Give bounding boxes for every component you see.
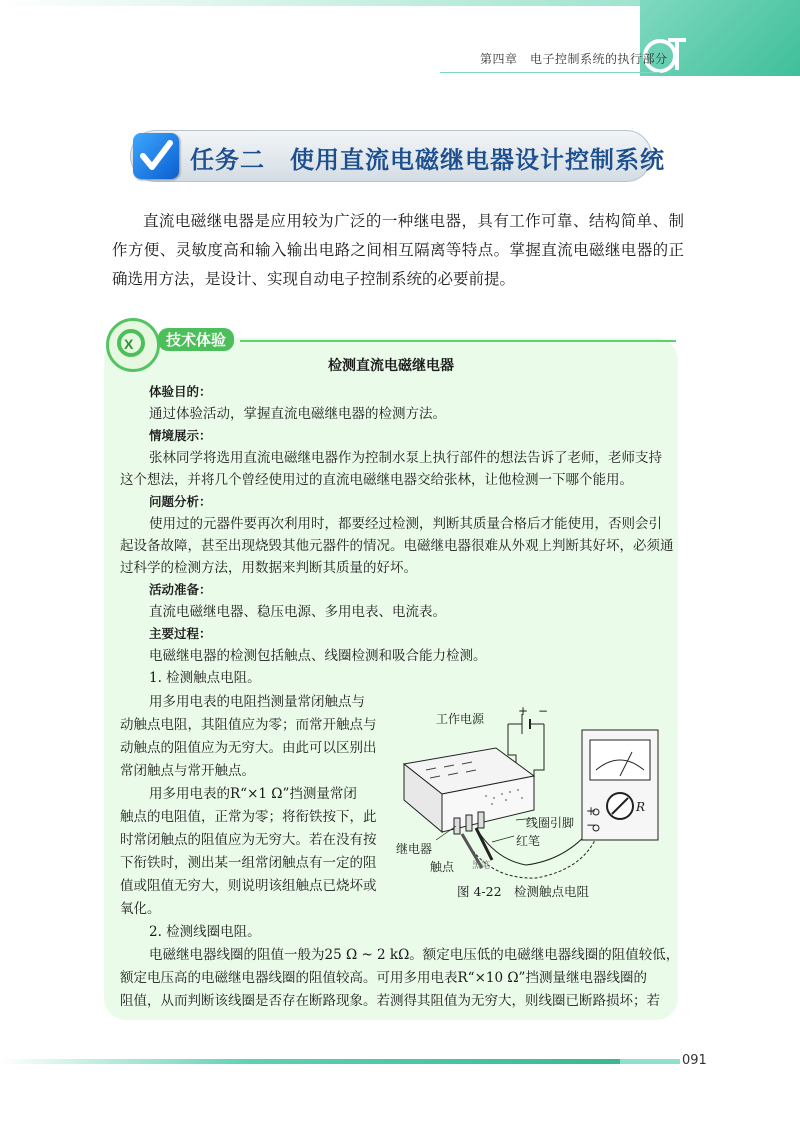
paragraph-line: 动触点电阻，其阻值应为零；而常开触点与 bbox=[120, 717, 377, 733]
paragraph-line: 阻值，从而判断该线圈是否存在断路现象。若测得其阻值为无穷大，则线圈已断路损坏；若 bbox=[120, 993, 660, 1009]
step-heading: 2. 检测线圈电阻。 bbox=[149, 924, 261, 940]
section-heading: 问题分析： bbox=[149, 494, 212, 509]
paragraph-line: 下衔铁时，测出某一组常闭触点有一定的阻 bbox=[120, 855, 377, 871]
experience-box-divider bbox=[240, 340, 676, 342]
plus-sign: + bbox=[518, 704, 529, 718]
experience-label: 技术体验 bbox=[158, 328, 234, 351]
paragraph-line: 电磁继电器线圈的阻值一般为25 Ω ~ 2 kΩ。额定电压低的电磁继电器线圈的阻值较低， bbox=[149, 947, 680, 963]
relay-label: 继电器 bbox=[396, 842, 433, 856]
coil-pin-label: 线圈引脚 bbox=[526, 816, 575, 830]
section-text: 过科学的检测方法，用数据来判断其质量的好坏。 bbox=[120, 560, 417, 576]
section-text: 使用过的元器件要再次利用时，都要经过检测，判断其质量合格后才能使用，否则会引 bbox=[149, 516, 662, 532]
paragraph-line: 氧化。 bbox=[120, 901, 161, 917]
paragraph-line: 动触点的阻值应为无穷大。由此可以区别出 bbox=[120, 740, 377, 756]
section-text: 电磁继电器的检测包括触点、线圈检测和吸合能力检测。 bbox=[149, 648, 487, 664]
figure-caption: 图 4-22 检测触点电阻 bbox=[457, 884, 590, 899]
red-probe-label: 红笔 bbox=[516, 834, 541, 848]
section-text: 通过体验活动，掌握直流电磁继电器的检测方法。 bbox=[149, 406, 446, 422]
black-probe-label: 黑笔 bbox=[472, 861, 491, 871]
section-text: 起设备故障，甚至出现烧毁其他元器件的情况。电磁继电器很难从外观上判断其好坏，必须通 bbox=[120, 538, 674, 554]
footer-decoration-bar bbox=[0, 1059, 620, 1064]
checkmark-icon bbox=[133, 133, 179, 179]
section-text: 直流电磁继电器、稳压电源、多用电表、电流表。 bbox=[149, 604, 446, 620]
page-number: 091 bbox=[682, 1053, 707, 1068]
paragraph-line: 触点的电阻值，正常为零；将衔铁按下，此 bbox=[120, 809, 377, 825]
footer-decoration-block bbox=[620, 1059, 680, 1064]
figure-relay-test bbox=[396, 700, 660, 890]
minus-sign: − bbox=[538, 704, 549, 718]
section-heading: 主要过程： bbox=[149, 626, 212, 641]
meter-plus: + bbox=[586, 804, 597, 818]
section-heading: 体验目的： bbox=[149, 384, 212, 399]
paragraph-line: 用多用电表的R“×1 Ω”挡测量常闭 bbox=[149, 786, 357, 802]
paragraph-line: 常闭触点与常开触点。 bbox=[120, 763, 255, 779]
meter-minus: − bbox=[586, 818, 597, 832]
power-source-label: 工作电源 bbox=[436, 712, 485, 726]
paragraph-line: 时常闭触点的阻值应为无穷大。若在没有按 bbox=[120, 832, 377, 848]
paragraph-line: 值或阻值无穷大，则说明该组触点已烧坏或 bbox=[120, 878, 377, 894]
experience-title: 检测直流电磁继电器 bbox=[328, 358, 454, 374]
step-heading: 1. 检测触点电阻。 bbox=[149, 670, 261, 686]
resistance-label: R bbox=[636, 800, 646, 814]
section-text: 张林同学将选用直流电磁继电器作为控制水泵上执行部件的想法告诉了老师，老师支持 bbox=[149, 450, 662, 466]
section-heading: 情境展示： bbox=[149, 428, 212, 443]
task-title: 任务二 使用直流电磁继电器设计控制系统 bbox=[190, 146, 665, 174]
chapter-header: 第四章 电子控制系统的执行部分 bbox=[480, 52, 668, 66]
header-divider bbox=[440, 72, 660, 73]
section-heading: 活动准备： bbox=[149, 582, 212, 597]
svg-text:X: X bbox=[124, 336, 134, 352]
contact-label: 触点 bbox=[430, 860, 455, 874]
paragraph-line: 额定电压高的电磁继电器线圈的阻值较高。可用多用电表R“×10 Ω”挡测量继电器线圈的 bbox=[120, 970, 647, 986]
section-text: 这个想法，并将几个曾经使用过的直流电磁继电器交给张林，让他检测一下哪个能用。 bbox=[120, 472, 633, 488]
paragraph-line: 用多用电表的电阻挡测量常闭触点与 bbox=[149, 694, 365, 710]
intro-paragraph: 直流电磁继电器是应用较为广泛的一种继电器，具有工作可靠、结构简单、制作方便、灵敏度高和输入输出电路之间相互隔离等特点。掌握直流电磁继电器的正确选用方法，是设计、实现自动电子控制系统的必要前提。 bbox=[112, 212, 684, 288]
header-decoration-bar bbox=[0, 0, 640, 6]
